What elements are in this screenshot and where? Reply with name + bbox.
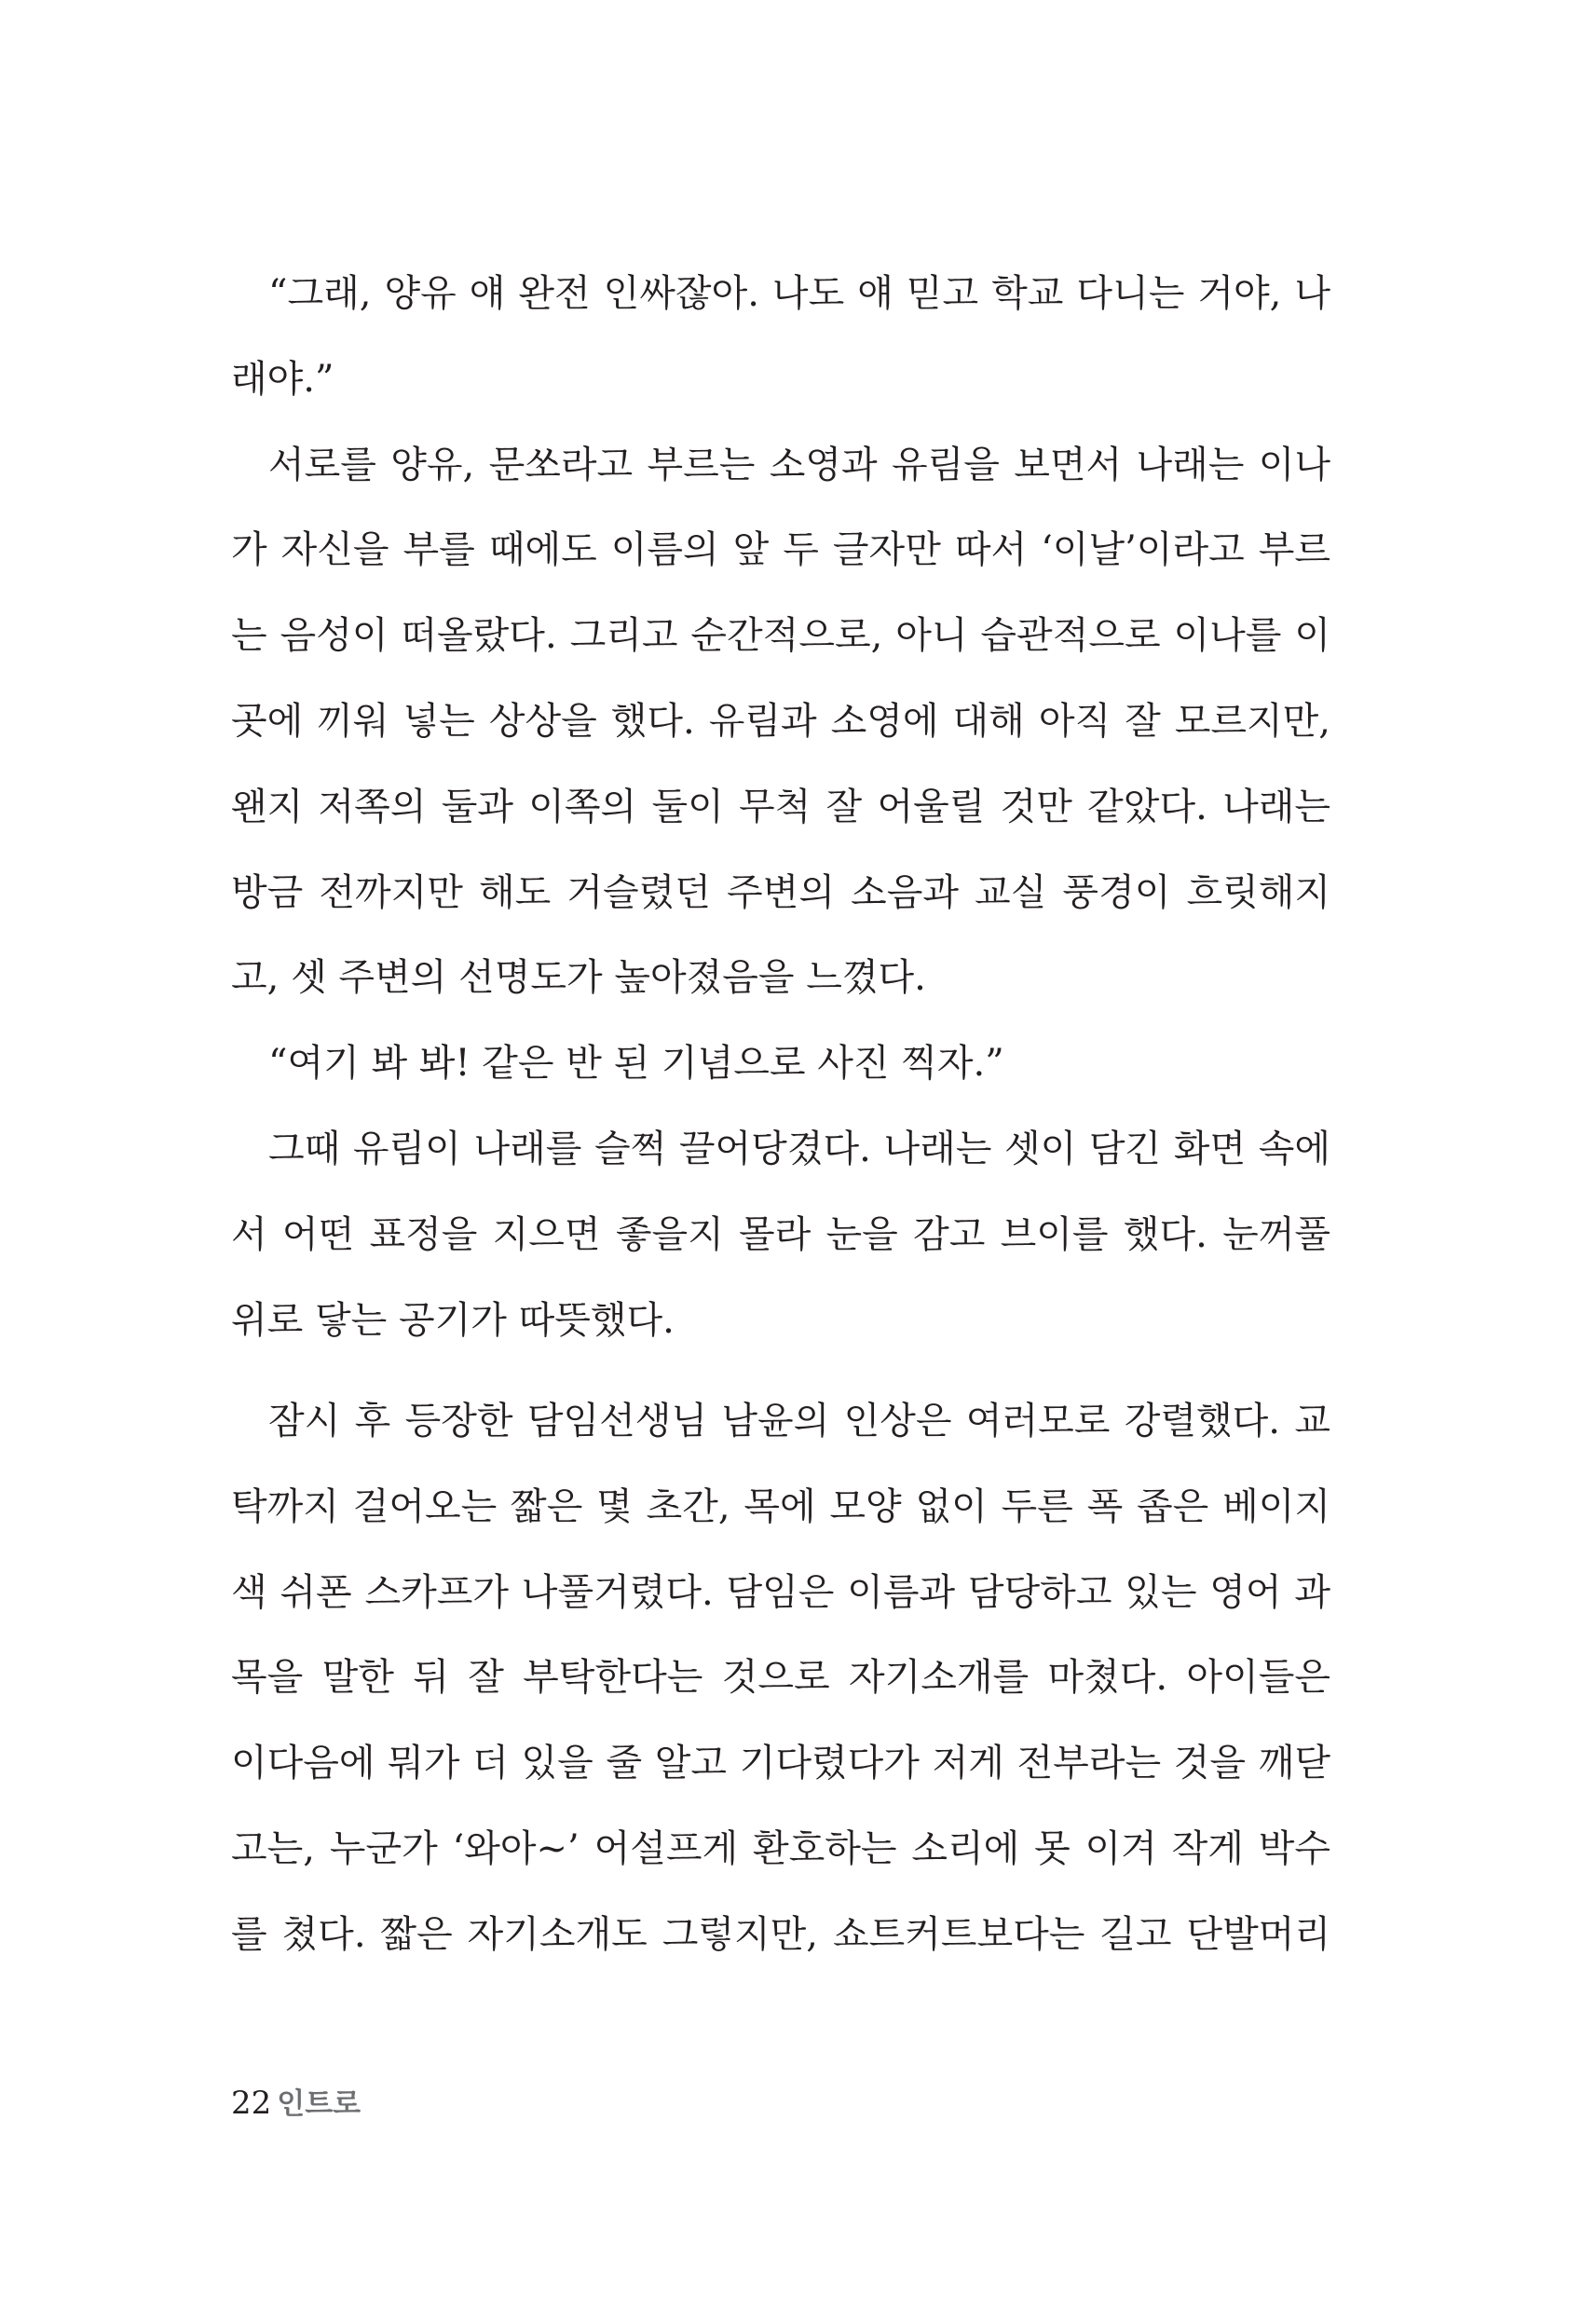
text-line: 곳에 끼워 넣는 상상을 했다. 유림과 소영에 대해 아직 잘 모르지만,: [231, 699, 1330, 743]
text-line: 래야.”: [231, 357, 334, 401]
text-line: 고, 셋 주변의 선명도가 높아졌음을 느꼈다.: [231, 956, 926, 1000]
text-line: 서로를 양유, 문쏘라고 부르는 소영과 유림을 보면서 나래는 이나: [268, 443, 1330, 486]
text-line: 탁까지 걸어오는 짧은 몇 초간, 목에 모양 없이 두른 폭 좁은 베이지: [231, 1484, 1330, 1528]
text-line: 위로 닿는 공기가 따뜻했다.: [231, 1298, 675, 1342]
text-line: 그때 유림이 나래를 슬쩍 끌어당겼다. 나래는 셋이 담긴 화면 속에: [268, 1127, 1330, 1170]
text-line: “여기 봐 봐! 같은 반 된 기념으로 사진 찍자.”: [268, 1042, 1004, 1086]
text-block-dialogue-scene: [231, 252, 1330, 1363]
text-line: 방금 전까지만 해도 거슬렸던 주변의 소음과 교실 풍경이 흐릿해지: [231, 870, 1330, 914]
text-line: 이다음에 뭐가 더 있을 줄 알고 기다렸다가 저게 전부라는 것을 깨닫: [231, 1742, 1330, 1785]
text-line: 목을 말한 뒤 잘 부탁한다는 것으로 자기소개를 마쳤다. 아이들은: [231, 1656, 1330, 1700]
text-line: 를 쳤다. 짧은 자기소개도 그렇지만, 쇼트커트보다는 길고 단발머리: [231, 1912, 1330, 1956]
text-line: 색 쉬폰 스카프가 나풀거렸다. 담임은 이름과 담당하고 있는 영어 과: [231, 1570, 1330, 1614]
section-title: 인트로: [277, 2087, 361, 2121]
page-footer: [231, 2083, 361, 2125]
text-line: 고는, 누군가 ‘와아~’ 어설프게 환호하는 소리에 못 이겨 작게 박수: [231, 1826, 1330, 1870]
text-line: 서 어떤 표정을 지으면 좋을지 몰라 눈을 감고 브이를 했다. 눈꺼풀: [231, 1212, 1330, 1256]
text-line: 잠시 후 등장한 담임선생님 남윤의 인상은 여러모로 강렬했다. 교: [268, 1400, 1330, 1443]
text-line: 는 음성이 떠올랐다. 그리고 순간적으로, 아니 습관적으로 이나를 이: [231, 614, 1330, 658]
page-number: 22: [231, 2085, 272, 2122]
text-line: 왠지 저쪽의 둘과 이쪽의 둘이 무척 잘 어울릴 것만 같았다. 나래는: [231, 785, 1330, 828]
text-block-teacher-scene: [231, 1379, 1330, 1978]
text-line: 가 자신을 부를 때에도 이름의 앞 두 글자만 따서 ‘이날’이라고 부르: [231, 528, 1330, 572]
text-line: “그래, 양유 얘 완전 인싸잖아. 나도 얘 믿고 학교 다니는 거야, 나: [268, 272, 1330, 315]
